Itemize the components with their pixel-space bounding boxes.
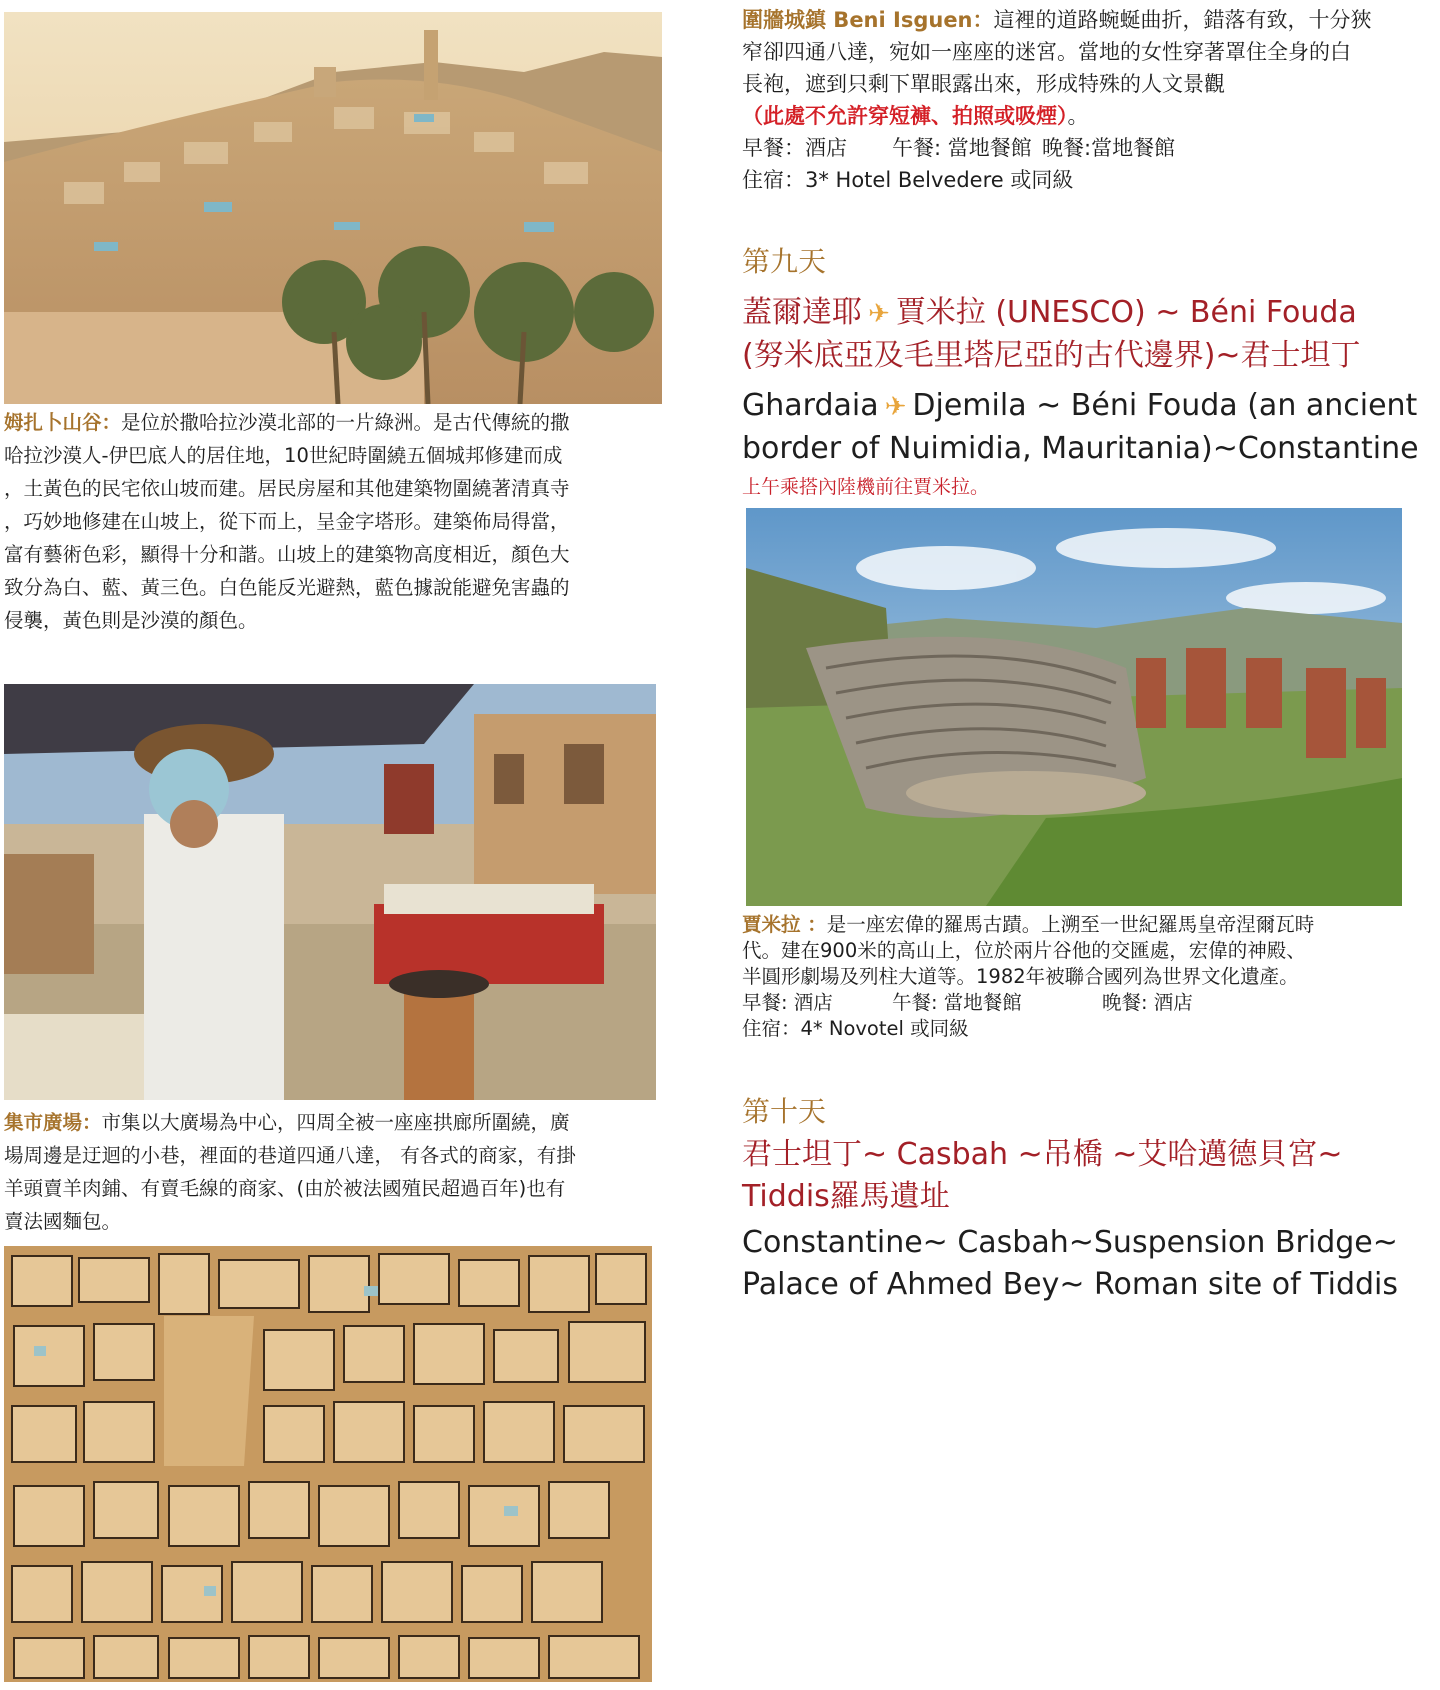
market-caption [4, 1106, 694, 1238]
market-caption-line: 場周邊是迂迴的小巷，裡面的巷道四通八達， 有各式的商家，有掛 [4, 1144, 576, 1167]
aerial-rooftops-photo [4, 1246, 652, 1682]
market-square-photo [4, 684, 656, 1100]
djemila-caption-line: 代。建在900米的高山上，位於兩片谷他的交匯處，宏偉的神殿、 [742, 939, 1306, 962]
djemila-caption-line: 半圓形劇場及列柱大道等。1982年被聯合國列為世界文化遺產。 [742, 965, 1299, 988]
mzab-caption-line: 致分為白、藍、黃三色。白色能反光避熱，藍色據說能避免害蟲的 [4, 576, 570, 599]
beni-isguen-line: 這裡的道路蜿蜒曲折，錯落有致，十分狹 [993, 8, 1372, 32]
day9-title-en-to: Djemila ~ Béni Fouda (an ancient [912, 388, 1418, 423]
djemila-theatre-photo [746, 508, 1402, 906]
day9-title-zh-to: 賈米拉 (UNESCO) ~ Béni Fouda [895, 295, 1357, 330]
dinner-text: 晚餐: 酒店 [1102, 991, 1193, 1014]
beni-isguen-lead: 圍牆城鎮 Beni Isguen： [742, 8, 994, 32]
day9-title-zh-from: 蓋爾達耶 [742, 295, 862, 330]
djemila-meals [742, 990, 1432, 1016]
day9-label: 第九天 [742, 245, 827, 278]
dinner-text: 晚餐:當地餐館 [1042, 136, 1176, 160]
beni-isguen-hotel: 住宿：3* Hotel Belvedere 或同級 [742, 168, 1074, 192]
market-caption-lead: 集市廣場： [4, 1111, 102, 1134]
day10-label: 第十天 [742, 1095, 827, 1128]
day10-title-zh-line2: Tiddis羅馬遺址 [742, 1179, 950, 1214]
day9-title-en-from: Ghardaia [742, 388, 879, 423]
day9-title [742, 292, 1432, 499]
mzab-caption-line: 哈拉沙漠人-伊巴底人的居住地，10世紀時圍繞五個城邦修建而成 [4, 444, 563, 467]
day9-note: 上午乘搭內陸機前往賈米拉。 [742, 476, 990, 498]
djemila-caption-lead: 賈米拉 ： [742, 913, 827, 936]
beni-isguen-line: 窄卻四通八達，宛如一座座的迷宮。當地的女性穿著罩住全身的白 [742, 40, 1351, 64]
djemila-caption-line: 是一座宏偉的羅馬古蹟。上溯至一世紀羅馬皇帝涅爾瓦時 [826, 913, 1315, 936]
djemila-hotel: 住宿：4* Novotel 或同級 [742, 1017, 969, 1040]
day10-title-en-line1: Constantine~ Casbah~Suspension Bridge~ [742, 1225, 1398, 1260]
breakfast-text: 早餐：酒店 [742, 136, 847, 160]
mzab-caption-line: 侵襲，黃色則是沙漠的顏色。 [4, 609, 258, 632]
mzab-caption-line: 富有藝術色彩，顯得十分和諧。山坡上的建築物高度相近，顏色大 [4, 543, 570, 566]
market-caption-line: 羊頭賣羊肉鋪、有賣毛線的商家、(由於被法國殖民超過百年)也有 [4, 1177, 566, 1200]
beni-isguen-section [742, 4, 1432, 196]
day10-title [742, 1134, 1432, 1306]
lunch-text: 午餐: 當地餐館 [892, 991, 1022, 1014]
beni-isguen-warning-tail: 。 [1067, 104, 1089, 128]
day9-title-en-line2: border of Nuimidia, Mauritania)~Constantine [742, 431, 1419, 466]
mzab-caption [4, 406, 694, 637]
mzab-caption-lead: 姆扎卜山谷： [4, 411, 122, 434]
beni-isguen-line: 長袍，遮到只剩下單眼露出來，形成特殊的人文景觀 [742, 72, 1225, 96]
day10-title-en-line2: Palace of Ahmed Bey~ Roman site of Tiddis [742, 1267, 1399, 1302]
plane-icon: ✈ [868, 299, 890, 329]
plane-icon: ✈ [884, 392, 907, 422]
beni-isguen-warning: （此處不允許穿短褲、拍照或吸煙） [742, 104, 1068, 128]
market-caption-line: 賣法國麵包。 [4, 1210, 122, 1233]
mzab-caption-line: 是位於撒哈拉沙漠北部的一片綠洲。是古代傳統的撒 [121, 411, 570, 434]
djemila-caption [742, 912, 1432, 1042]
breakfast-text: 早餐: 酒店 [742, 991, 833, 1014]
market-caption-line: 市集以大廣場為中心，四周全被一座座拱廊所圍繞，廣 [101, 1111, 570, 1134]
lunch-text: 午餐: 當地餐館 [892, 136, 1032, 160]
day10-title-zh-line1: 君士坦丁~ Casbah ~吊橋 ~艾哈邁德貝宮~ [742, 1137, 1343, 1172]
mzab-caption-line: ，土黃色的民宅依山坡而建。居民房屋和其他建築物圍繞著清真寺 [4, 477, 570, 500]
mzab-valley-photo [4, 12, 662, 404]
mzab-caption-line: ，巧妙地修建在山坡上，從下而上，呈金字塔形。建築佈局得當， [4, 510, 570, 533]
day9-title-zh-line2: (努米底亞及毛里塔尼亞的古代邊界)~君士坦丁 [742, 338, 1361, 373]
beni-isguen-meals [742, 132, 1432, 164]
